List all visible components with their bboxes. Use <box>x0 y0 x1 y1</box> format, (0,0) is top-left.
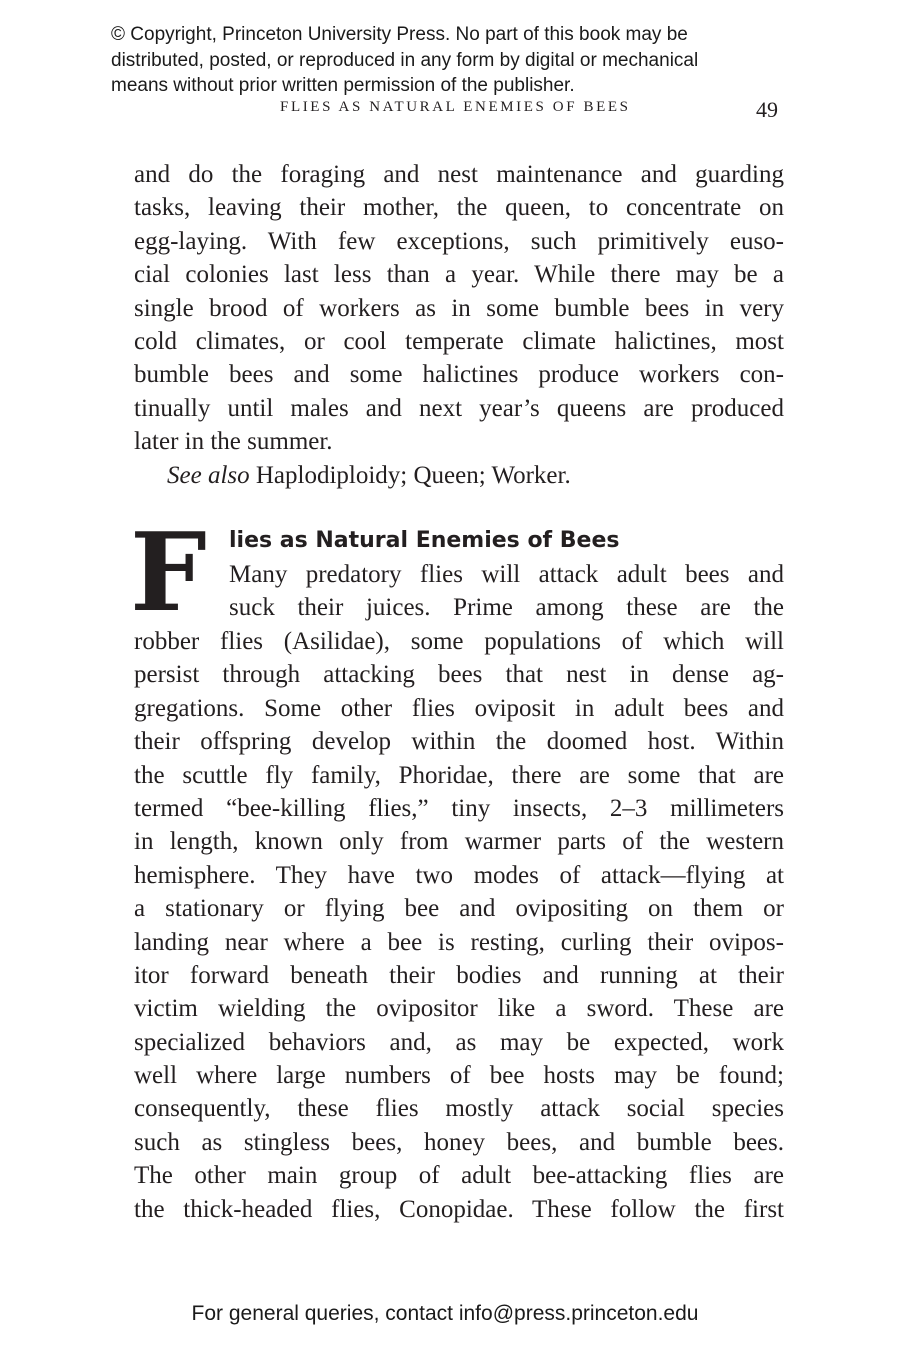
text-line: specialized behaviors and, as may be expected, work <box>134 1028 784 1056</box>
text-line: bumble bees and some halictines produce workers con- <box>134 361 784 389</box>
text-line: cold climates, or cool temperate climate halictines, most <box>134 327 784 355</box>
see-also-line <box>134 459 784 492</box>
text-line: persist through attacking bees that nest in dense ag- <box>134 661 784 689</box>
copyright-line: © Copyright, Princeton University Press. No part of this book may be <box>111 24 688 45</box>
continued-paragraph <box>134 158 784 492</box>
text-line: consequently, these flies mostly attack social species <box>134 1095 784 1123</box>
see-also-references: Haplodiploidy; Queen; Worker. <box>255 461 571 489</box>
text-line: gregations. Some other flies oviposit in adult bees and <box>134 694 784 722</box>
text-line: single brood of workers as in some bumble bees in very <box>134 294 784 322</box>
running-head-title: FLIES AS NATURAL ENEMIES OF BEES <box>280 99 631 115</box>
text-line: and do the foraging and nest maintenance and guarding <box>134 161 784 188</box>
text-line: tinually until males and next year’s queens are produced <box>134 394 784 422</box>
entry-heading: lies as Natural Enemies of Bees <box>229 528 620 553</box>
see-also-label: See also <box>167 461 250 489</box>
copyright-line: distributed, posted, or reproduced in any form by digital or mechanical <box>111 49 699 71</box>
text-line: termed “bee-killing flies,” tiny insects, 2–3 millimeters <box>134 794 784 822</box>
text-line: itor forward beneath their bodies and running at their <box>134 961 784 989</box>
text-line: such as stingless bees, honey bees, and bumble bees. <box>134 1128 784 1156</box>
text-line: cial colonies last less than a year. While there may be a <box>134 261 784 289</box>
entry-body-text <box>134 625 784 1226</box>
text-line: victim wielding the ovipositor like a sword. These are <box>134 995 784 1023</box>
text-line: in length, known only from warmer parts of the western <box>134 828 784 856</box>
text-line: the thick-headed flies, Conopidae. These follow the first <box>134 1195 784 1223</box>
text-line: Many predatory flies will attack adult bees and <box>229 561 784 588</box>
text-line: their offspring develop within the doomed host. Within <box>134 728 784 756</box>
text-line: a stationary or flying bee and ovipositing on them or <box>134 895 784 923</box>
drop-cap-letter: F <box>130 510 207 636</box>
text-line: later in the summer. <box>134 428 333 456</box>
text-line: The other main group of adult bee-attacking flies are <box>134 1162 784 1190</box>
entry-indented-text <box>229 558 784 625</box>
text-line: tasks, leaving their mother, the queen, to concentrate on <box>134 194 784 222</box>
copyright-line: means without prior written permission of the publisher. <box>111 75 575 96</box>
text-line: the scuttle fly family, Phoridae, there are some that are <box>134 761 784 789</box>
text-line: egg-laying. With few exceptions, such primitively euso- <box>134 227 784 255</box>
text-line: hemisphere. They have two modes of attack—flying at <box>134 861 784 889</box>
footer-contact: For general queries, contact info@press.princeton.edu <box>191 1302 699 1325</box>
text-line: well where large numbers of bee hosts may be found; <box>134 1062 784 1090</box>
copyright-notice <box>111 22 811 99</box>
text-line: robber flies (Asilidae), some populations of which will <box>134 628 784 655</box>
text-line: landing near where a bee is resting, curling their ovipos- <box>134 928 784 956</box>
page-number: 49 <box>756 97 778 122</box>
text-line: suck their juices. Prime among these are the <box>229 594 784 622</box>
